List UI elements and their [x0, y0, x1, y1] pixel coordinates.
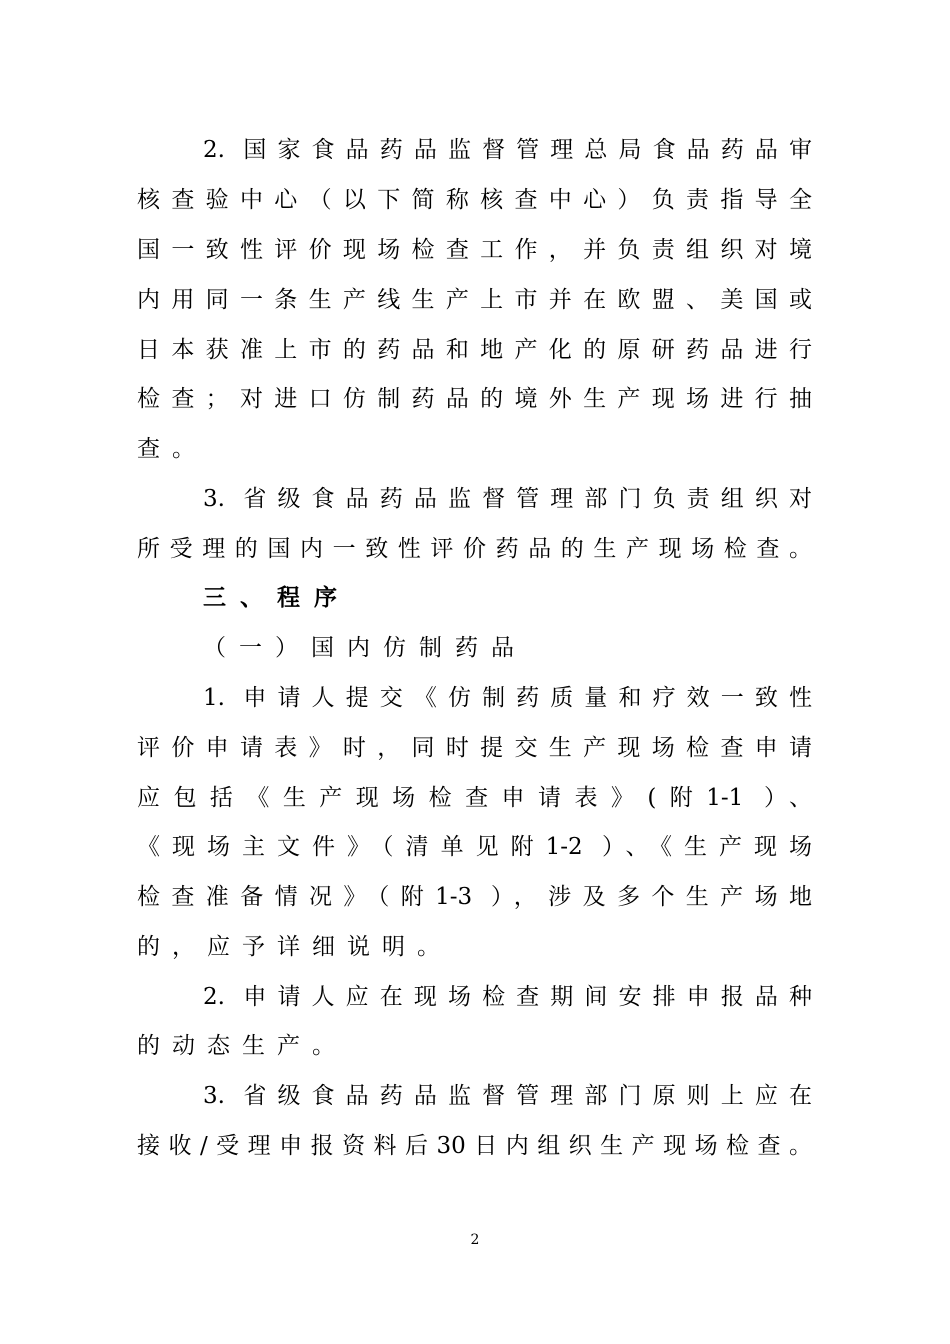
paragraph-2-line-6: 检查；对进口仿制药品的境外生产现场进行抽 [137, 386, 812, 412]
item-1-line-2: 评价申请表》时，同时提交生产现场检查申请 [137, 735, 812, 761]
paragraph-2-line-2: 核查验中心（以下简称核查中心）负责指导全 [137, 187, 812, 213]
paragraph-2-line-4: 内用同一条生产线生产上市并在欧盟、美国或 [137, 287, 812, 313]
subsection-heading-domestic-generics: （一）国内仿制药品 [203, 635, 527, 661]
paragraph-3-line-2: 所受理的国内一致性评价药品的生产现场检查。 [137, 536, 812, 562]
item-3-line-1: 3. 省级食品药品监督管理部门原则上应在 [203, 1083, 812, 1109]
paragraph-2-line-3: 国一致性评价现场检查工作，并负责组织对境 [137, 237, 812, 263]
item-1-line-3: 应包括《生产现场检查申请表》(附1-1 ）、 [137, 785, 812, 811]
paragraph-2-line-5: 日本获准上市的药品和地产化的原研药品进行 [137, 337, 812, 363]
item-1-line-1: 1. 申请人提交《仿制药质量和疗效一致性 [203, 685, 812, 711]
paragraph-2-line-7: 查。 [137, 436, 207, 462]
paragraph-2-line-1: 2. 国家食品药品监督管理总局食品药品审 [203, 137, 812, 163]
page-number: 2 [470, 1232, 480, 1248]
item-2-line-1: 2. 申请人应在现场检查期间安排申报品种 [203, 984, 812, 1010]
item-1-line-6: 的，应予详细说明。 [137, 934, 452, 960]
item-1-line-4: 《现场主文件》（清单见附1-2 ）、《生产现场 [137, 834, 812, 860]
item-2-line-2: 的动态生产。 [137, 1033, 347, 1059]
item-3-line-2: 接收/受理申报资料后30日内组织生产现场检查。 [137, 1133, 812, 1159]
paragraph-3-line-1: 3. 省级食品药品监督管理部门负责组织对 [203, 486, 812, 512]
section-heading-procedure: 三、程序 [203, 584, 351, 611]
item-1-line-5: 检查准备情况》（附1-3 ），涉及多个生产场地 [137, 884, 812, 910]
